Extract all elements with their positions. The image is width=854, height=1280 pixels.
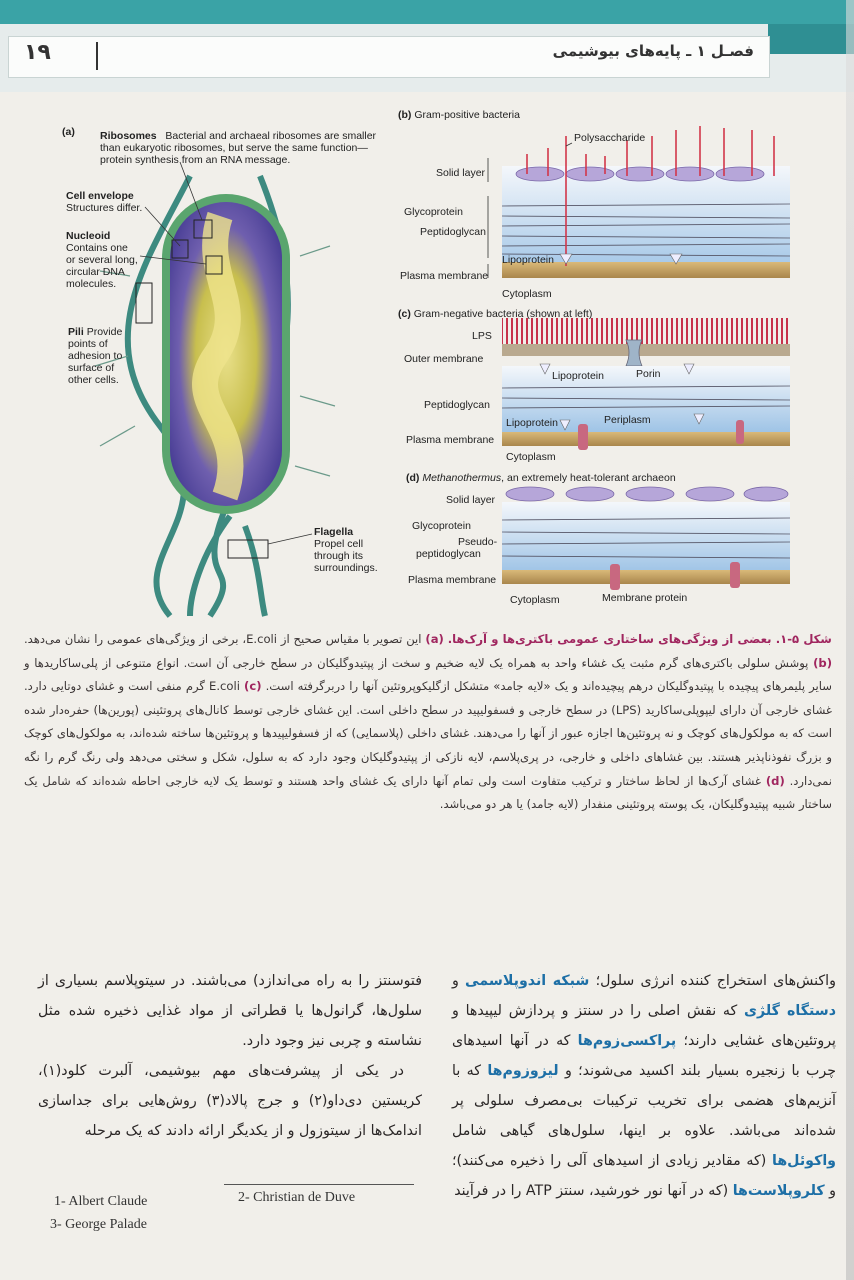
ribosomes-callout [100, 130, 380, 166]
glycoprotein-label-d: Glycoprotein [412, 520, 471, 532]
pili-line-2: points of [68, 338, 108, 350]
text-run: که در آنها اسیدهای چرب با زنجیره بسیار بلند اکسید می‌شوند؛ و [452, 1033, 837, 1079]
porin-label: Porin [636, 368, 661, 380]
envelope-callout [66, 190, 142, 214]
header-tab [768, 24, 854, 54]
panel-b-title: Gram-positive bacteria [414, 109, 520, 121]
nucleoid-line-4: molecules. [66, 278, 117, 290]
text-run: و [452, 973, 466, 989]
glycoprotein-label-b: Glycoprotein [404, 206, 463, 218]
solid-layer-label-d: Solid layer [446, 494, 496, 506]
nucleoid-title: Nucleoid [66, 230, 111, 242]
right-column-text [452, 966, 836, 1206]
nucleoid-line-2: or several long, [66, 254, 138, 266]
peptidoglycan-label-b: Peptidoglycan [420, 226, 486, 238]
nucleoid-callout [66, 230, 138, 290]
polysaccharide-label: Polysaccharide [574, 132, 646, 144]
plasma-membrane-label-b: Plasma membrane [400, 270, 489, 282]
lipoprotein2-label-c: Lipoprotein [506, 417, 558, 429]
cytoplasm-label-c: Cytoplasm [506, 451, 556, 463]
paragraph-1: فتوسنتز را به راه می‌اندازد) می‌باشند. در سیتوپلاسم بسیاری از سلول‌ها، گرانول‌ها یا قطراتی از مواد غذایی ذخیره شده مثل نشاسته و چربی نیز وجود دارد. [38, 973, 422, 1049]
text-run: (که مقادیر زیادی از اسیدهای آلی را ذخیره می‌کنند)؛ و [452, 1153, 836, 1199]
caption-text-a: این تصویر با مقیاس صحیح از E.coli، برخی از ویژگی‌های عمومی را نشان می‌دهد. [24, 632, 426, 646]
ribosomes-line-1: Bacterial and archaeal ribosomes are smaller [165, 130, 377, 142]
pili-line-3: adhesion to [68, 350, 123, 362]
pili-line-4: surface of [68, 362, 115, 374]
outer-membrane-label: Outer membrane [404, 353, 484, 365]
paragraph-2: در یکی از پیشرفت‌های مهم بیوشیمی، آلبرت کلود(۱)، کریستین دی‌داو(۲) و جرج پالاد(۳) روش‌هایی برای جداسازی اندامک‌ها از سیتوزول و از یکدیگر ارائه دادند که یک مرحله [38, 1063, 422, 1139]
lps-label: LPS [472, 330, 492, 342]
pseudo-label-2: peptidoglycan [416, 548, 481, 560]
text-run: که با آنزیم‌های هضمی برای تخریب ترکیبات بی‌مصرف سلولی پر شده‌اند می‌باشد. علاوه بر اینها، سلول‌های گیاهی شامل [452, 1063, 836, 1139]
ribosomes-line-3: protein synthesis from an RNA message. [100, 154, 291, 166]
text-run: (که در آنها نور خورشید، سنتز ATP را در فرآیند [454, 1183, 733, 1199]
text-run: واکنش‌های استخراج کننده انرژی سلول؛ [589, 973, 836, 989]
panel-c-heading [398, 308, 592, 320]
page-number: ۱۹ [24, 40, 51, 65]
panel-b-label: (b) [398, 109, 412, 121]
archaeon-diagram [502, 487, 790, 590]
panel-c-title: Gram-negative bacteria (shown at left) [413, 308, 593, 320]
left-column-text [38, 966, 422, 1146]
plasma-membrane-label-d: Plasma membrane [408, 574, 497, 586]
panel-d-label: (d) [406, 472, 420, 484]
term-golgi: دستگاه گلژی [743, 1003, 836, 1019]
flagella-title: Flagella [314, 526, 354, 538]
plasma-membrane-label-c: Plasma membrane [406, 434, 495, 446]
flagella-line-1: Propel cell [314, 538, 364, 550]
panel-c-label: (c) [398, 308, 411, 320]
caption-text-c: E.coli گرم منفی است و غشای دوتایی دارد. غشای خارجی آن دارای لیپوپلی‌ساکارید (LPS) در سطح خارجی و فسفولیپید در سطح داخلی است. این غشای خارجی توسط کانال‌های پروتئینی (پورین‌ها) حفره‌دار شده است که به مولکول‌های کوچک و نه پروتئین‌ها اجازه عبور از آنها را می‌دهند. غشای داخلی (پلاسمایی) که از فسفولیپیدها و پروتئین‌ها ساخته شده‌اند، به مولکول‌های کوچک و بزرگ نفوذناپذیر هستند. بین غشاهای داخلی و خارجی، در پری‌پلاسم، لایه نازکی از پپتیدوگلیکان وجود دارد که به سلول، شکل و سختی می‌دهد ولی رنگ گرم را نگه نمی‌دارد. [24, 679, 833, 788]
header-band [0, 0, 854, 24]
flagella-callout [314, 526, 378, 574]
envelope-line-1: Structures differ. [66, 202, 143, 214]
lipoprotein-label-c: Lipoprotein [552, 370, 604, 382]
gram-negative-diagram [502, 318, 790, 450]
lipoprotein-label-b: Lipoprotein [502, 254, 554, 266]
caption-label-c: (c) [244, 679, 262, 694]
cytoplasm-label-b: Cytoplasm [502, 288, 552, 300]
chapter-title: فصـل ۱ ـ پایه‌های بیوشیمی [552, 42, 754, 60]
footnote-3: 3- George Palade [50, 1217, 147, 1232]
term-vacuoles: واکوئل‌ها [772, 1153, 836, 1169]
ribosomes-line-2: than eukaryotic ribosomes, but serve the same function— [100, 142, 368, 154]
pili-title: Pili [68, 326, 84, 338]
nucleoid-line-3: circular DNA [66, 266, 125, 278]
panel-a-label: (a) [62, 126, 75, 138]
caption-text-d: غشای آرک‌ها از لحاظ ساختار و ترکیب متفاوت است ولی تمام آنها دارای یک غشای واحد هستند و توسط یک لایه خارجی احاطه شده‌اند که شامل یک ساختار شبیه پپتیدوگلیکان، یک پوسته پروتئینی منفدار (لایه جامد) یا هر دو می‌باشد. [24, 773, 832, 812]
footnote-rule [224, 1184, 414, 1185]
pili-line-5: other cells. [68, 374, 119, 386]
header-divider [96, 42, 98, 70]
caption-text-b: پوشش سلولی باکتری‌های گرم مثبت یک غشاء واحد به همراه یک لایه ضخیم و سخت از پپتیدوگلیکان در سطح خارجی آن است. انواع متنوعی از پلی‌ساکاریدها و سایر پلیمرهای پیچیده با پپتیدوگلیکان درهم پیچیده‌اند و یک «لایه جامد» متشکل ازگلیکوپروتئین آنها را دربرگرفته است. [24, 655, 832, 694]
caption-label-b: (b) [813, 655, 832, 670]
footnote-2: 2- Christian de Duve [238, 1190, 356, 1205]
periplasm-label: Periplasm [604, 414, 651, 426]
peptidoglycan-label-c: Peptidoglycan [424, 399, 490, 411]
text-run: که نقش اصلی را در سنتز و پردازش لیپیدها و پروتئین‌های غشایی دارند؛ [452, 1003, 836, 1049]
pili-line-1: Provide [86, 326, 123, 338]
footnote-1: 1- Albert Claude [54, 1194, 148, 1209]
panel-d-title-italic: Methanothermus [422, 472, 502, 484]
figure-1-5 [0, 96, 854, 626]
envelope-title: Cell envelope [66, 190, 134, 202]
term-endoplasmic-reticulum: شبکه اندوپلاسمی [465, 973, 590, 989]
panel-d-title-rest: , an extremely heat-tolerant archaeon [501, 472, 676, 484]
flagella-line-3: surroundings. [314, 562, 378, 574]
membrane-protein-label: Membrane protein [602, 592, 688, 604]
nucleoid-line-1: Contains one [66, 242, 128, 254]
term-lysosomes: لیزوزوم‌ها [487, 1063, 559, 1079]
caption-label-a: (a) [425, 632, 444, 646]
flagella-line-2: through its [314, 550, 364, 562]
figure-caption [24, 628, 832, 817]
caption-title: شکل ۵-۱. بعضی از ویژگی‌های ساختاری عمومی باکتری‌ها و آرک‌ها. [447, 632, 832, 646]
panel-d-heading [406, 472, 676, 484]
pili-callout [68, 326, 122, 386]
ribosomes-title: Ribosomes [100, 130, 157, 142]
panel-b-heading [398, 109, 520, 121]
term-peroxisomes: پراکسی‌زوم‌ها [577, 1033, 677, 1049]
cytoplasm-label-d: Cytoplasm [510, 594, 560, 606]
pseudo-label-1: Pseudo- [458, 536, 498, 548]
caption-label-d: (d) [765, 773, 785, 788]
term-chloroplasts: کلروپلاست‌ها [732, 1183, 825, 1199]
solid-layer-label-b: Solid layer [436, 167, 486, 179]
